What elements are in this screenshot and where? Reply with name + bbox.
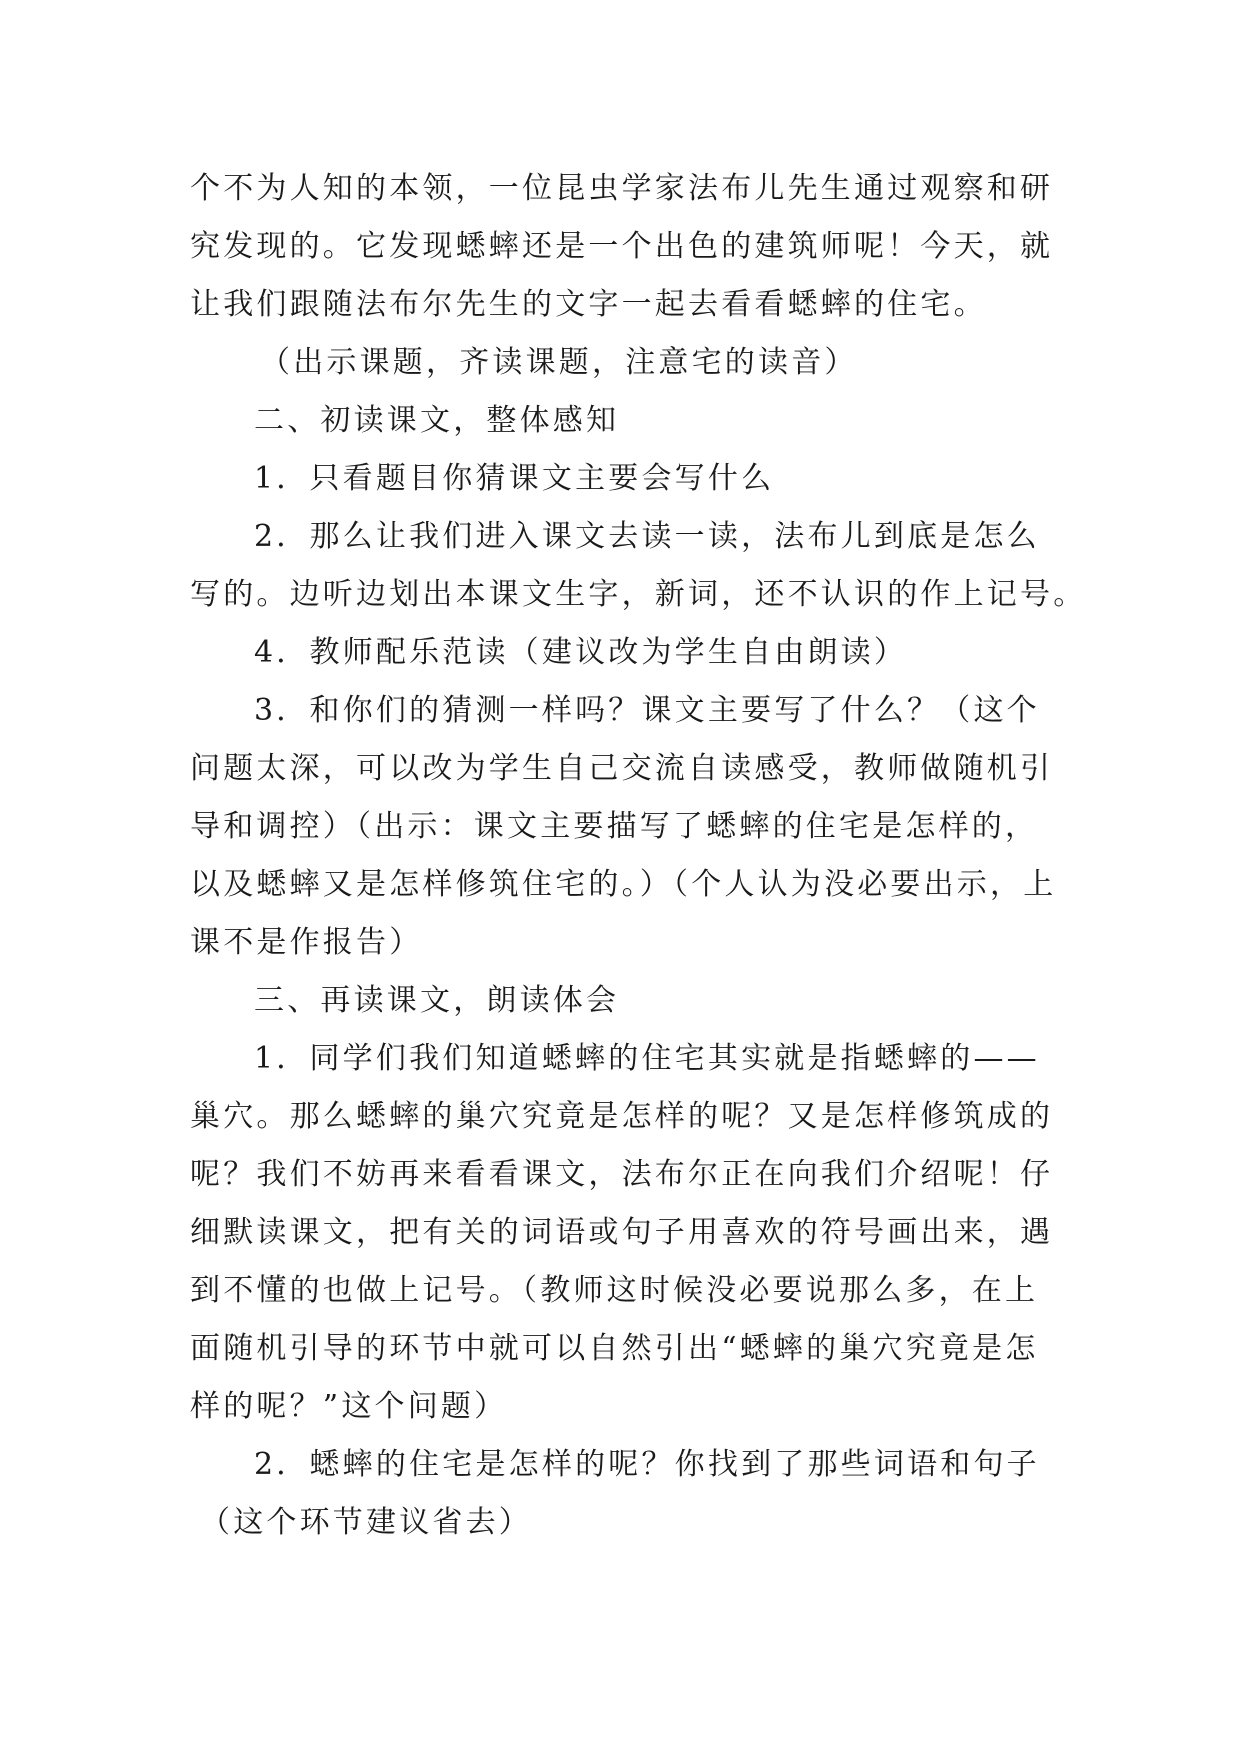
- text-line: 问题太深，可以改为学生自己交流自读感受，教师做随机引: [190, 751, 1054, 786]
- section-heading: 三、再读课文，朗读体会: [254, 983, 620, 1018]
- text-line: 细默读课文，把有关的词语或句子用喜欢的符号画出来，遇: [190, 1215, 1054, 1250]
- text-line: 写的。边听边划出本课文生字，新词，还不认识的作上记号。: [190, 577, 1087, 612]
- section-heading: 二、初读课文，整体感知: [254, 403, 620, 438]
- text-line: 3．和你们的猜测一样吗？课文主要写了什么？（这个: [254, 693, 1040, 728]
- document-body: [190, 160, 1087, 1552]
- text-line: 到不懂的也做上记号。（教师这时候没必要说那么多，在上: [190, 1273, 1039, 1308]
- text-line: 1．只看题目你猜课文主要会写什么: [254, 461, 775, 496]
- text-line: 让我们跟随法布尔先生的文字一起去看看蟋蟀的住宅。: [190, 287, 987, 322]
- text-line: 课不是作报告）: [190, 925, 423, 960]
- text-line: 面随机引导的环节中就可以自然引出“蟋蟀的巢穴究竟是怎: [190, 1331, 1039, 1366]
- text-line: （这个环节建议省去）: [200, 1505, 532, 1540]
- text-line: 巢穴。那么蟋蟀的巢穴究竟是怎样的呢？又是怎样修筑成的: [190, 1099, 1054, 1134]
- text-line: 2．蟋蟀的住宅是怎样的呢？你找到了那些词语和句子: [254, 1447, 1040, 1482]
- text-line: 究发现的。它发现蟋蟀还是一个出色的建筑师呢！今天，就: [190, 229, 1054, 264]
- text-line: 样的呢？”这个问题）: [190, 1389, 508, 1424]
- text-line: （出示课题，齐读课题，注意宅的读音）: [260, 345, 858, 380]
- text-line: 导和调控）（出示：课文主要描写了蟋蟀的住宅是怎样的，: [190, 809, 1039, 844]
- text-line: 1．同学们我们知道蟋蟀的住宅其实就是指蟋蟀的——: [254, 1041, 1040, 1076]
- text-line: 4．教师配乐范读（建议改为学生自由朗读）: [254, 635, 908, 670]
- text-line: 个不为人知的本领，一位昆虫学家法布儿先生通过观察和研: [190, 171, 1054, 206]
- text-line: 2．那么让我们进入课文去读一读，法布儿到底是怎么: [254, 519, 1040, 554]
- text-line: 以及蟋蟀又是怎样修筑住宅的。）（个人认为没必要出示，上: [190, 867, 1057, 902]
- text-line: 呢？我们不妨再来看看课文，法布尔正在向我们介绍呢！仔: [190, 1157, 1054, 1192]
